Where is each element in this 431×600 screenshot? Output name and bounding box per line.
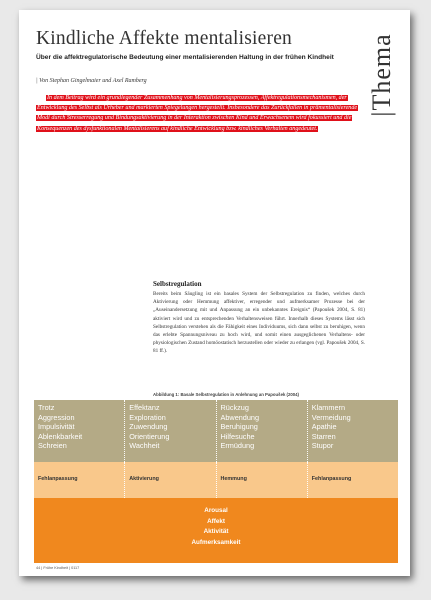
figure-term: Stupor <box>311 441 334 451</box>
figure-mid-label: Fehlanpassung <box>38 476 78 482</box>
figure-term: Rückzug <box>220 403 249 412</box>
figure-mid-label: Fehlanpassung <box>311 476 352 482</box>
figure-base-label: Arousal <box>204 507 228 514</box>
figure-base-band <box>34 498 398 563</box>
figure-mid-label: Aktivierung <box>129 476 159 482</box>
figure-column-3 <box>216 400 307 462</box>
lead-text: In dem Beitrag wird ein grundlegender Zusammenhang von Mentalisierungsprozessen, Affektregulationsmechanismen, der Entwicklung des Selbst als Urheber und markierten Spiegelungen hergestellt. Insbesondere das Zurückfallen in prämentalisierende Modi durch Stresserregung und Bindungsaktivierung in der Interaktion zwischen Kind und Erwachsenem wird fokussiert und die Konsequenzen des dysfunktionalen Mentalisierens auf kindliche Entwicklung bzw. kindliches Verhalten angedeutet. <box>37 95 358 132</box>
figure-behaviour-band <box>34 400 398 462</box>
figure-base-label: Aktivität <box>203 528 229 535</box>
figure-column-1 <box>34 400 124 462</box>
figure-mid-label: Hemmung <box>220 476 247 482</box>
figure-term: Zuwendung <box>129 422 168 432</box>
figure-mid-cell-1 <box>34 462 124 498</box>
figure-term: Impulsivität <box>38 422 75 432</box>
lead-paragraph <box>36 93 362 134</box>
section-tag <box>362 28 402 122</box>
figure-mid-cell-4 <box>307 462 398 498</box>
figure-term: Aggression <box>38 412 75 422</box>
figure-term: Beruhigung <box>220 422 258 432</box>
section-body: Bereits beim Säugling ist ein basales System der Selbstregulation zu finden, welches durch Aktivierung oder Hemmung affektiver, erregender und aufmerksamer Prozesse bei der „Auseinandersetzung mit und Anpassung an ein unbekanntes Ereignis“ (Papoušek 2004, S. 81) aktiviert wird und zu entsprechenden Verhaltensweisen führt. Innerhalb dieses Systems lässt sich Selbstregulation verstehen als die Fähigkeit eines Individuums, sich dann selbst zu beruhigen, wenn das erlebte Spannungsniveau zu hoch wird, und somit einen ausgeglichenen Verhaltens- oder physiologischen Zustand homöostatisch herzustellen oder wieder zu erlangen (vgl. Papoušek 2004, S. 81 ff.). <box>153 291 365 355</box>
page-footer: 44 | Frühe Kindheit | 0117 <box>36 566 80 570</box>
figure-base-labels <box>34 498 398 548</box>
article-title: Kindliche Affekte mentalisieren <box>36 28 293 49</box>
document-page <box>19 10 410 576</box>
figure-column-2 <box>124 400 215 462</box>
figure-term: Exploration <box>129 412 166 422</box>
figure-term: Schreien <box>38 441 67 451</box>
figure-term: Starren <box>311 431 336 441</box>
figure-term: Wachheit <box>129 441 160 451</box>
figure-term: Hilfesuche <box>220 431 255 441</box>
figure-mid-cell-2 <box>124 462 215 498</box>
figure-mid-cell-3 <box>216 462 307 498</box>
figure-term: Ermüdung <box>220 441 255 451</box>
section-heading: Selbstregulation <box>153 280 202 288</box>
section-tag-label: |Thema <box>367 33 396 117</box>
figure-term: Effektanz <box>129 403 160 412</box>
figure-term: Abwendung <box>220 412 260 422</box>
section-selbstregulation <box>153 280 365 356</box>
figure-term: Vermeidung <box>311 412 351 422</box>
figure-regulation-band <box>34 462 398 498</box>
figure-base-label: Aufmerksamkeit <box>191 538 241 546</box>
article-subtitle: Über die affektregulatorische Bedeutung einer mentalisierenden Haltung in der frühen Kindheit <box>36 54 334 61</box>
figure-term: Orientierung <box>129 431 170 441</box>
article-authors: | Von Stephan Gingelmaier und Axel Ramberg <box>36 78 147 84</box>
figure-base-label: Affekt <box>207 517 225 525</box>
figure-term: Apathie <box>311 422 337 432</box>
figure-term: Klammern <box>311 403 345 412</box>
regulation-figure <box>34 400 398 564</box>
figure-term: Trotz <box>38 403 55 412</box>
figure-caption: Abbildung 1: Basale Selbstregulation in Anlehnung an Papoušek (2004) <box>153 392 299 397</box>
figure-term: Ablenkbarkeit <box>38 431 83 441</box>
figure-column-4 <box>307 400 398 462</box>
